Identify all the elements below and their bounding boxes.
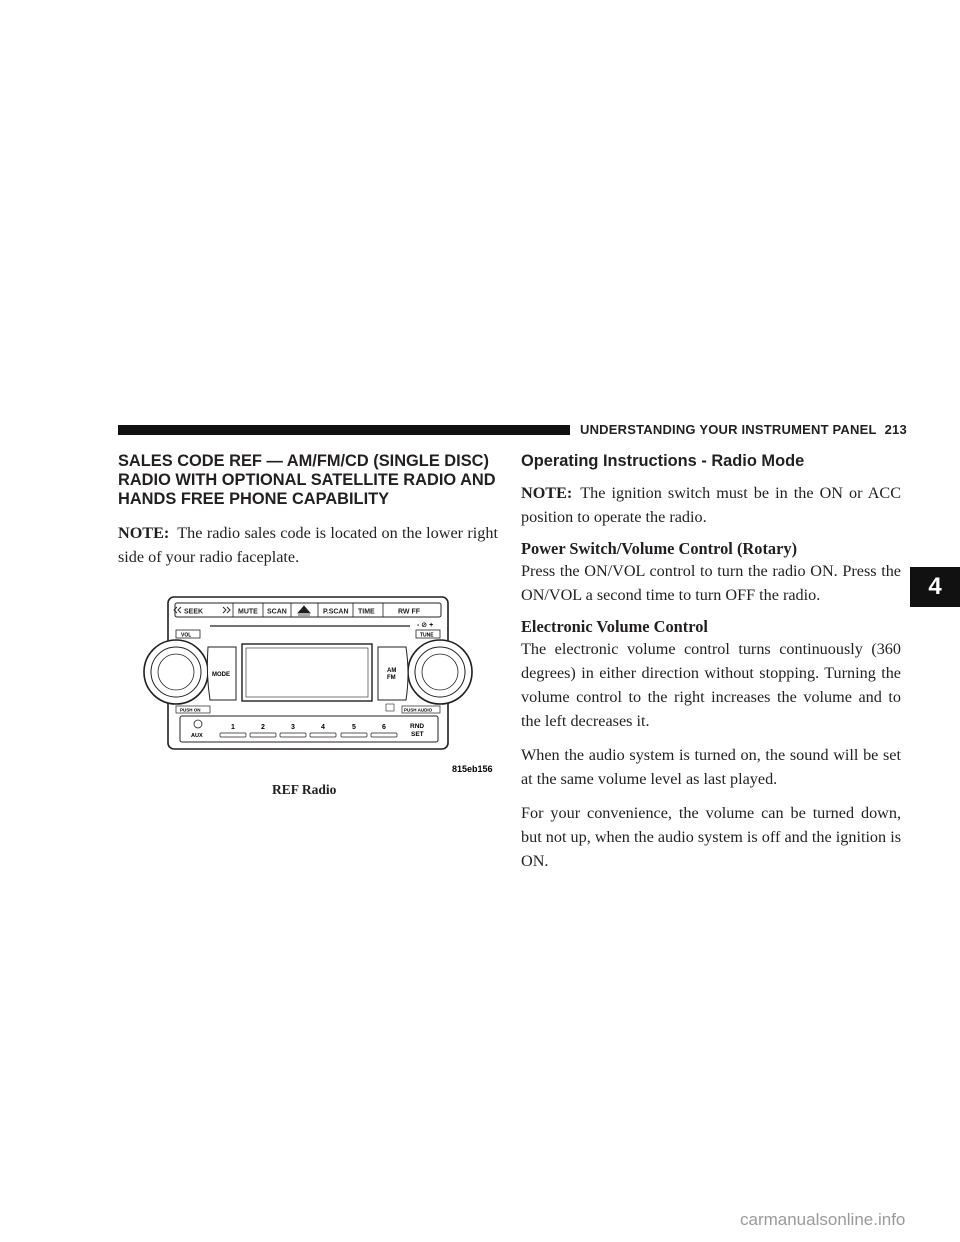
- push-on-label: PUSH ON: [180, 707, 201, 713]
- section-title-line-1: SALES CODE REF — AM/FM/CD (SINGLE DISC): [118, 452, 489, 470]
- time-label: TIME: [358, 608, 375, 616]
- watermark: carmanualsonline.info: [740, 1210, 906, 1229]
- page-number: 213: [884, 422, 907, 437]
- chapter-tab: 4: [910, 567, 960, 607]
- note-label: NOTE:: [118, 524, 170, 542]
- figure-id-label: 815eb156: [452, 764, 493, 772]
- header-section-title: UNDERSTANDING YOUR INSTRUMENT PANEL: [580, 422, 877, 437]
- mode-label: MODE: [212, 672, 230, 678]
- set-label: SET: [411, 731, 424, 738]
- section-title-line-2: RADIO WITH OPTIONAL SATELLITE RADIO AND: [118, 471, 496, 489]
- fm-label: FM: [387, 675, 396, 681]
- header-rule: [118, 425, 570, 435]
- scan-label: SCAN: [267, 608, 287, 616]
- right-column: [521, 452, 901, 873]
- sales-code-note: [118, 521, 498, 569]
- radio-faceplate-illustration: [140, 592, 500, 772]
- tune-label: TUNE: [420, 632, 434, 639]
- preset-1-label: 1: [231, 724, 235, 731]
- operating-instructions-title: Operating Instructions - Radio Mode: [521, 452, 805, 470]
- volume-level-paragraph: When the audio system is turned on, the sound will be set at the same volume level as last played.: [521, 746, 901, 788]
- note-text: The radio sales code is located on the lower right side of your radio faceplate.: [118, 524, 498, 566]
- note-label: NOTE:: [521, 484, 573, 502]
- seek-label: SEEK: [184, 608, 204, 616]
- vol-label: VOL: [181, 632, 192, 639]
- am-label: AM: [387, 668, 397, 674]
- preset-2-label: 2: [261, 724, 265, 731]
- mute-label: MUTE: [238, 608, 258, 616]
- power-switch-heading: Power Switch/Volume Control (Rotary): [521, 539, 798, 558]
- power-switch-text: Press the ON/VOL control to turn the radio ON. Press the ON/VOL a second time to turn OFF the radio.: [521, 562, 901, 604]
- preset-3-label: 3: [291, 724, 295, 731]
- pscan-label: P.SCAN: [323, 608, 349, 616]
- section-title: [118, 452, 498, 509]
- tune-adjust-icon: - ⊘ +: [417, 622, 434, 629]
- aux-label: AUX: [191, 733, 203, 739]
- electronic-volume-heading: Electronic Volume Control: [521, 617, 708, 636]
- figure-caption: REF Radio: [272, 782, 337, 797]
- ref-radio-figure: [140, 592, 500, 772]
- section-title-line-3: HANDS FREE PHONE CAPABILITY: [118, 490, 390, 508]
- note-text: The ignition switch must be in the ON or ACC position to operate the radio.: [521, 484, 901, 526]
- preset-4-label: 4: [321, 724, 325, 731]
- rwff-label: RW FF: [398, 608, 421, 616]
- preset-5-label: 5: [352, 724, 356, 731]
- ignition-note: [521, 481, 901, 529]
- left-column: [118, 452, 498, 569]
- volume-convenience-paragraph: For your convenience, the volume can be turned down, but not up, when the audio system is off and the ignition is ON.: [521, 804, 901, 870]
- push-audio-label: PUSH AUDIO: [404, 707, 433, 713]
- rnd-label: RND: [410, 723, 425, 730]
- preset-6-label: 6: [382, 724, 386, 731]
- running-header: [580, 422, 907, 437]
- electronic-volume-text: The electronic volume control turns continuously (360 degrees) in either direction without stopping. Turning the volume control to the right increases the volume and to the left decreases it.: [521, 640, 901, 730]
